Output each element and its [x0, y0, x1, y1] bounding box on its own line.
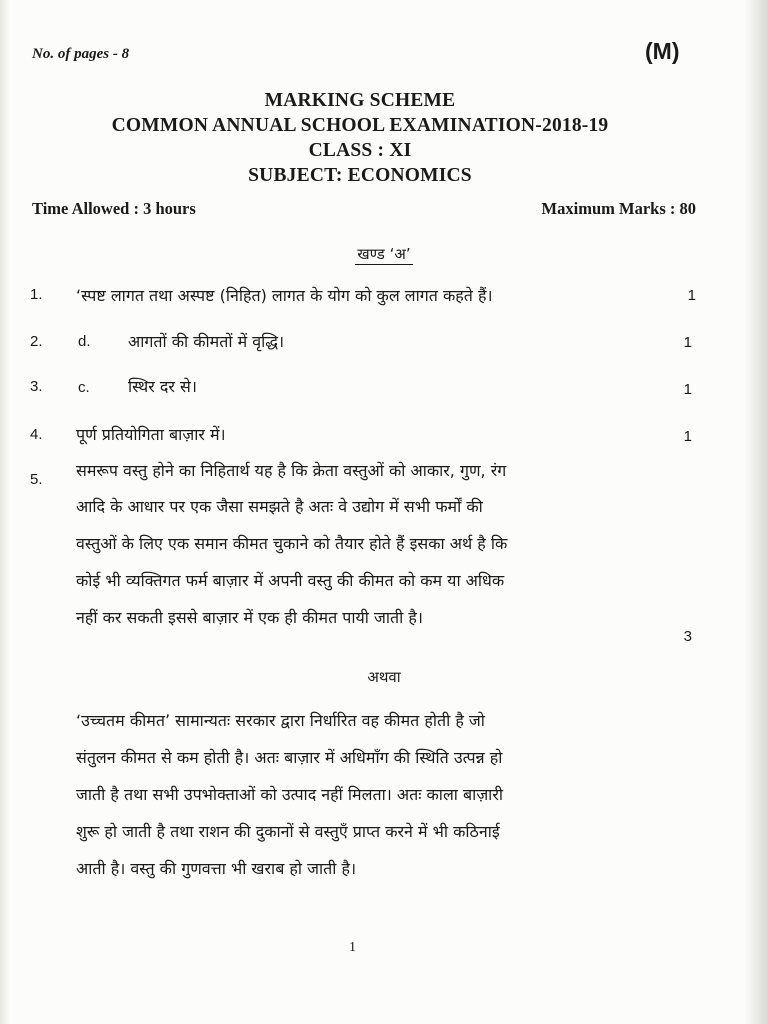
question-answer: आगतों की कीमतों में वृद्धि।: [128, 332, 285, 351]
scan-edge-right: [744, 0, 768, 1024]
answer-line: नहीं कर सकती इससे बाज़ार में एक ही कीमत पायी जाती है।: [76, 608, 423, 627]
title-class: CLASS : XI: [308, 140, 412, 161]
or-label: अथवा: [367, 668, 401, 686]
section-label: खण्ड ‘अ’: [357, 245, 411, 263]
answer-line: वस्तुओं के लिए एक समान कीमत चुकाने को तैयार होते हैं इसका अर्थ है कि: [76, 534, 508, 553]
alternative-line: जाती है तथा सभी उपभोक्ताओं को उत्पाद नहीं मिलता। अतः काला बाज़ारी: [76, 785, 504, 804]
page-count: No. of pages - 8: [32, 46, 130, 62]
question-marks: 1: [687, 287, 696, 304]
page-number: 1: [349, 940, 356, 955]
answer-line: कोई भी व्यक्तिगत फर्म बाज़ार में अपनी वस्तु की कीमत को कम या अधिक: [76, 571, 505, 590]
question-number: 2.: [30, 333, 43, 350]
question-number: 3.: [30, 378, 43, 395]
question-marks: 3: [683, 628, 692, 645]
question-number: 4.: [30, 426, 43, 443]
question-answer: पूर्ण प्रतियोगिता बाज़ार में।: [76, 425, 226, 444]
time-allowed: Time Allowed : 3 hours: [32, 199, 196, 218]
title-exam: COMMON ANNUAL SCHOOL EXAMINATION-2018-19: [111, 115, 609, 136]
answer-option: c.: [78, 379, 90, 396]
question-marks: 1: [683, 334, 692, 351]
question-number: 5.: [30, 471, 43, 488]
answer-option: d.: [78, 333, 91, 350]
question-answer: ‘स्पष्ट लागत तथा अस्पष्ट (निहित) लागत के योग को कुल लागत कहते हैं।: [76, 286, 493, 305]
alternative-line: आती है। वस्तु की गुणवत्ता भी खराब हो जाती है।: [76, 859, 357, 878]
maximum-marks: Maximum Marks : 80: [541, 199, 696, 218]
answer-line: समरूप वस्तु होने का निहितार्थ यह है कि क्रेता वस्तुओं को आकार, गुण, रंग: [76, 461, 507, 480]
alternative-line: संतुलन कीमत से कम होती है। अतः बाज़ार में अधिमाँग की स्थिति उत्पन्न हो: [76, 748, 503, 767]
question-answer-paragraph: [76, 453, 696, 643]
question-marks: 1: [683, 428, 692, 445]
section-heading: [0, 244, 768, 264]
alternative-line: शुरू हो जाती है तथा राशन की दुकानों से वस्तुएँ प्राप्त करने में भी कठिनाई: [76, 822, 500, 841]
set-code: (M): [645, 38, 680, 64]
alternative-answer-paragraph: [76, 703, 696, 893]
scan-edge-left: [0, 0, 10, 1024]
alternative-line: ‘उच्चतम कीमत’ सामान्यतः सरकार द्वारा निर्धारित वह कीमत होती है जो: [76, 711, 485, 730]
answer-line: आदि के आधार पर एक जैसा समझते है अतः वे उद्योग में सभी फर्मों की: [76, 497, 483, 516]
title-subject: SUBJECT: ECONOMICS: [248, 165, 472, 186]
question-number: 1.: [30, 286, 43, 303]
question-answer: स्थिर दर से।: [128, 377, 197, 396]
question-marks: 1: [683, 381, 692, 398]
title-marking-scheme: MARKING SCHEME: [264, 90, 456, 111]
